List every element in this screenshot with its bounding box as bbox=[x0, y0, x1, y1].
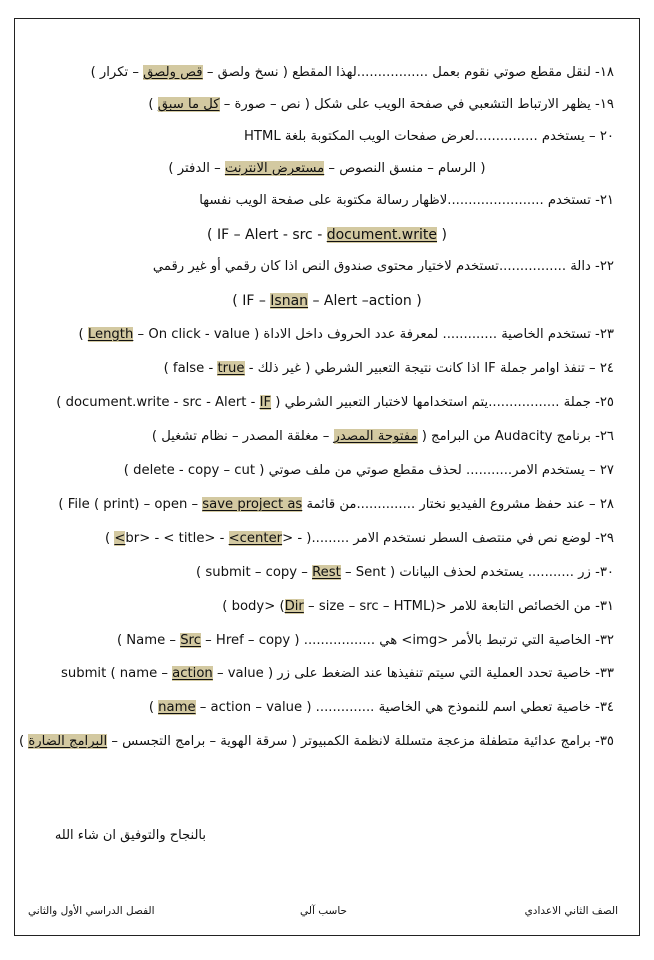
question-text: ٣٥- برامج عدائية متطفلة مزعجة متسللة لانظمة الكمبيوتر ( سرقة الهوية – برامج التجسس – bbox=[107, 734, 614, 749]
question-22 bbox=[30, 258, 614, 276]
highlighted-answer: كل ما سبق bbox=[157, 97, 220, 112]
options-tail: ) bbox=[437, 227, 447, 243]
question-24 bbox=[30, 360, 614, 378]
highlighted-answer: قص ولصق bbox=[143, 65, 203, 80]
question-text: ٢١- تستخدم .......................لاظهار رسالة مكتوبة على صفحة الويب نفسها bbox=[199, 193, 614, 208]
question-text: ٢٤ – تنفذ اوامر جملة IF اذا كانت نتيجة التعبير الشرطي ( غير ذلك - false - bbox=[172, 361, 614, 376]
highlighted-answer: IF bbox=[259, 395, 272, 410]
highlighted-answer: Dir bbox=[284, 599, 304, 614]
highlighted-answer: Length bbox=[87, 327, 134, 342]
question-tail: – Sent ) bbox=[196, 565, 386, 580]
footer-subject: حاسب آلي bbox=[300, 905, 348, 917]
question-text: ٣٣- خاصية تحدد العملية التي سيتم تنفيذها عند الضغط على زر submit ( name – bbox=[60, 666, 614, 681]
question-tail: ) bbox=[105, 531, 115, 546]
question-text: ٢٠ – يستخدم ...............لعرض صفحات الويب المكتوبة بلغة HTML bbox=[243, 129, 614, 144]
question-tail: – On click - value ) bbox=[78, 327, 250, 342]
question-28 bbox=[30, 496, 614, 514]
options-ltr bbox=[207, 226, 447, 244]
question-text: ٢٨ – عند حفظ مشروع الفيديو نختار ..............من قائمة File ( print) – open – bbox=[67, 497, 614, 512]
options-text: ( IF – bbox=[232, 293, 271, 309]
question-tail: ) bbox=[56, 395, 66, 410]
highlighted-answer: Isnan bbox=[270, 293, 309, 309]
question-20 bbox=[30, 128, 614, 146]
question-tail: – action – value ) bbox=[148, 700, 303, 715]
question-text: ٢٣- تستخدم الخاصية ............. لمعرفة عدد الحروف داخل الاداة ( bbox=[249, 327, 614, 342]
question-text: ١٨- لنقل مقطع صوتي نقوم بعمل .................لهذا المقطع ( نسخ ولصق – bbox=[202, 65, 614, 80]
question-tail: ) bbox=[148, 97, 158, 112]
footer-grade: الصف الثاني الاعدادي bbox=[524, 905, 618, 917]
question-text: ٢٩- لوضع نص في منتصف السطر نستخدم الامر .........( - <br> - < title> - bbox=[125, 531, 614, 546]
question-text: ٣٠- زر ........... يستخدم لحذف البيانات ( submit – copy – bbox=[205, 565, 614, 580]
highlighted-answer: Rest bbox=[312, 565, 341, 580]
question-27 bbox=[30, 462, 614, 480]
highlighted-answer: مفتوحة المصدر bbox=[333, 429, 418, 444]
question-21-options bbox=[20, 226, 634, 245]
question-23 bbox=[30, 326, 614, 344]
closing-wish: بالنجاح والتوفيق ان شاء الله bbox=[54, 828, 206, 843]
highlighted-answer: true bbox=[217, 361, 245, 376]
options-ltr bbox=[232, 292, 421, 310]
question-tail: ) bbox=[19, 734, 29, 749]
highlighted-answer: Src bbox=[180, 633, 201, 648]
question-tail: – تكرار ) bbox=[90, 65, 144, 80]
question-tail: – value ) bbox=[212, 666, 274, 681]
highlighted-answer: <center> bbox=[114, 531, 283, 546]
question-34 bbox=[30, 699, 614, 717]
options-text: ( IF – Alert - src - bbox=[207, 227, 327, 243]
question-text: ٢٢- دالة ................تستخدم لاختيار محتوى صندوق النص اذا كان رقمي أو غير رقمي bbox=[152, 259, 614, 274]
question-33 bbox=[30, 665, 614, 683]
question-32 bbox=[30, 632, 614, 650]
question-text: ٣٤- خاصية تعطي اسم للنموذج هي الخاصية .............. ( bbox=[302, 700, 614, 715]
highlighted-answer: action bbox=[172, 666, 213, 681]
question-text: ٢٥- جملة .................يتم استخدامها لاختبار التعبير الشرطي ( document.write - src - Alert - bbox=[65, 395, 614, 410]
question-tail: ) bbox=[58, 497, 68, 512]
question-35 bbox=[19, 733, 614, 751]
question-tail: – Href – copy ) bbox=[116, 633, 291, 648]
options-text: ( الرسام – منسق النصوص – bbox=[324, 161, 486, 176]
question-21 bbox=[30, 192, 614, 210]
question-text: ٢٧ – يستخدم الامر........... لحذف مقطع صوتي من ملف صوتي ( delete - copy – cut ) bbox=[123, 463, 614, 478]
highlighted-answer: save project as bbox=[202, 497, 303, 512]
footer-term: الفصل الدراسي الأول والثاني bbox=[28, 905, 155, 917]
question-29 bbox=[30, 530, 614, 548]
question-25 bbox=[30, 394, 614, 412]
question-30 bbox=[30, 564, 614, 582]
options-tail: – الدفتر ) bbox=[168, 161, 225, 176]
question-text: ١٩- يظهر الارتباط التشعبي في صفحة الويب على شكل ( نص – صورة – bbox=[219, 97, 614, 112]
question-19 bbox=[30, 96, 614, 114]
options-tail: – Alert –action ) bbox=[308, 293, 422, 309]
question-text: ٢٦- برنامج Audacity من البرامج ( bbox=[417, 429, 614, 444]
highlighted-answer: مستعرض الانترنت bbox=[224, 161, 325, 176]
question-tail: – size – src – HTML) ) bbox=[222, 599, 436, 614]
question-tail: – مغلقة المصدر – نظام تشغيل ) bbox=[151, 429, 334, 444]
question-tail: ) bbox=[163, 361, 173, 376]
question-18 bbox=[30, 64, 614, 82]
question-26 bbox=[30, 428, 614, 446]
highlighted-answer: name bbox=[158, 700, 196, 715]
highlighted-answer: البرامج الضارة bbox=[28, 734, 108, 749]
highlighted-answer: document.write bbox=[326, 227, 438, 243]
question-31 bbox=[30, 598, 614, 616]
question-22-options bbox=[20, 292, 634, 311]
question-20-options bbox=[20, 160, 634, 178]
question-text: ٣٢- الخاصية التي ترتبط بالأمر <img> هي ................. ( Name – bbox=[126, 633, 614, 648]
question-text: ٣١- من الخصائص التابعة للامر <body> ( bbox=[231, 599, 614, 614]
